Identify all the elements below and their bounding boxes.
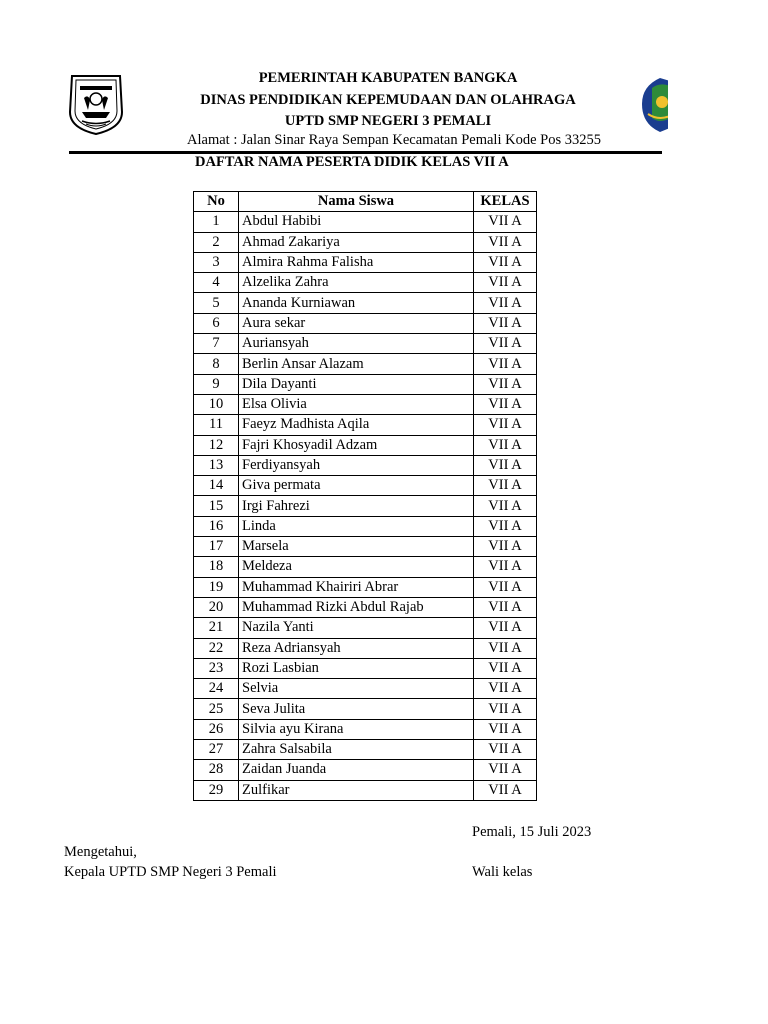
row-number: 28 <box>194 760 239 780</box>
row-number: 11 <box>194 415 239 435</box>
student-class: VII A <box>474 455 537 475</box>
table-row <box>194 679 537 699</box>
homeroom-teacher-title: Wali kelas <box>472 864 533 880</box>
row-number: 8 <box>194 354 239 374</box>
student-name: Dila Dayanti <box>239 374 474 394</box>
row-number: 19 <box>194 577 239 597</box>
table-row <box>194 293 537 313</box>
student-name: Muhammad Khairiri Abrar <box>239 577 474 597</box>
table-row <box>194 557 537 577</box>
table-row <box>194 212 537 232</box>
row-number: 14 <box>194 476 239 496</box>
row-number: 17 <box>194 537 239 557</box>
student-name: Zahra Salsabila <box>239 740 474 760</box>
student-class: VII A <box>474 679 537 699</box>
student-name: Elsa Olivia <box>239 394 474 414</box>
student-class: VII A <box>474 496 537 516</box>
student-name: Berlin Ansar Alazam <box>239 354 474 374</box>
school-emblem-icon <box>640 74 668 134</box>
student-name: Ahmad Zakariya <box>239 232 474 252</box>
row-number: 16 <box>194 516 239 536</box>
table-row <box>194 455 537 475</box>
student-name: Aura sekar <box>239 313 474 333</box>
row-number: 22 <box>194 638 239 658</box>
row-number: 6 <box>194 313 239 333</box>
row-number: 5 <box>194 293 239 313</box>
table-header-row <box>194 192 537 212</box>
column-header-no: No <box>194 192 239 212</box>
table-row <box>194 496 537 516</box>
table-row <box>194 780 537 800</box>
place-date: Pemali, 15 Juli 2023 <box>472 824 592 840</box>
student-name: Reza Adriansyah <box>239 638 474 658</box>
table-row <box>194 476 537 496</box>
acknowledged-label: Mengetahui, <box>64 844 137 860</box>
regency-emblem-icon <box>66 72 126 136</box>
row-number: 21 <box>194 618 239 638</box>
row-number: 25 <box>194 699 239 719</box>
student-class: VII A <box>474 516 537 536</box>
row-number: 9 <box>194 374 239 394</box>
student-name: Zulfikar <box>239 780 474 800</box>
header-address: Alamat : Jalan Sinar Raya Sempan Kecamatan Pemali Kode Pos 33255 <box>187 132 601 148</box>
student-name: Giva permata <box>239 476 474 496</box>
header-government: PEMERINTAH KABUPATEN BANGKA <box>258 70 518 86</box>
student-name: Almira Rahma Falisha <box>239 252 474 272</box>
row-number: 7 <box>194 334 239 354</box>
row-number: 18 <box>194 557 239 577</box>
student-name: Selvia <box>239 679 474 699</box>
student-name: Rozi Lasbian <box>239 658 474 678</box>
table-row <box>194 577 537 597</box>
header-department: DINAS PENDIDIKAN KEPEMUDAAN DAN OLAHRAGA <box>200 92 576 108</box>
row-number: 12 <box>194 435 239 455</box>
table-row <box>194 334 537 354</box>
student-class: VII A <box>474 232 537 252</box>
table-row <box>194 658 537 678</box>
student-name: Zaidan Juanda <box>239 760 474 780</box>
student-class: VII A <box>474 719 537 739</box>
student-class: VII A <box>474 618 537 638</box>
table-row <box>194 415 537 435</box>
student-class: VII A <box>474 313 537 333</box>
student-name: Linda <box>239 516 474 536</box>
student-name: Ananda Kurniawan <box>239 293 474 313</box>
student-name: Faeyz Madhista Aqila <box>239 415 474 435</box>
student-class: VII A <box>474 354 537 374</box>
student-name: Abdul Habibi <box>239 212 474 232</box>
student-name: Silvia ayu Kirana <box>239 719 474 739</box>
table-row <box>194 638 537 658</box>
student-name: Ferdiyansyah <box>239 455 474 475</box>
student-table <box>193 191 537 801</box>
student-name: Alzelika Zahra <box>239 273 474 293</box>
student-class: VII A <box>474 658 537 678</box>
student-class: VII A <box>474 699 537 719</box>
row-number: 24 <box>194 679 239 699</box>
student-class: VII A <box>474 780 537 800</box>
student-class: VII A <box>474 252 537 272</box>
table-row <box>194 719 537 739</box>
table-row <box>194 273 537 293</box>
student-class: VII A <box>474 577 537 597</box>
student-class: VII A <box>474 740 537 760</box>
table-body <box>194 212 537 801</box>
row-number: 15 <box>194 496 239 516</box>
table-row <box>194 374 537 394</box>
table-row <box>194 699 537 719</box>
table-row <box>194 313 537 333</box>
table-row <box>194 597 537 617</box>
student-class: VII A <box>474 334 537 354</box>
table-row <box>194 435 537 455</box>
student-name: Irgi Fahrezi <box>239 496 474 516</box>
table-row <box>194 394 537 414</box>
student-class: VII A <box>474 394 537 414</box>
student-name: Meldeza <box>239 557 474 577</box>
table-row <box>194 618 537 638</box>
row-number: 27 <box>194 740 239 760</box>
student-name: Auriansyah <box>239 334 474 354</box>
table-row <box>194 740 537 760</box>
row-number: 29 <box>194 780 239 800</box>
student-class: VII A <box>474 212 537 232</box>
table-row <box>194 252 537 272</box>
header-school: UPTD SMP NEGERI 3 PEMALI <box>284 113 492 129</box>
student-class: VII A <box>474 435 537 455</box>
student-class: VII A <box>474 293 537 313</box>
row-number: 1 <box>194 212 239 232</box>
document-title: DAFTAR NAMA PESERTA DIDIK KELAS VII A <box>195 154 509 170</box>
row-number: 26 <box>194 719 239 739</box>
student-class: VII A <box>474 638 537 658</box>
student-class: VII A <box>474 760 537 780</box>
table-row <box>194 760 537 780</box>
table-row <box>194 537 537 557</box>
student-class: VII A <box>474 415 537 435</box>
student-class: VII A <box>474 374 537 394</box>
principal-title: Kepala UPTD SMP Negeri 3 Pemali <box>64 864 277 880</box>
student-name: Muhammad Rizki Abdul Rajab <box>239 597 474 617</box>
row-number: 13 <box>194 455 239 475</box>
row-number: 2 <box>194 232 239 252</box>
row-number: 20 <box>194 597 239 617</box>
row-number: 4 <box>194 273 239 293</box>
column-header-name: Nama Siswa <box>239 192 474 212</box>
row-number: 23 <box>194 658 239 678</box>
table-row <box>194 516 537 536</box>
row-number: 10 <box>194 394 239 414</box>
student-name: Marsela <box>239 537 474 557</box>
table-row <box>194 232 537 252</box>
student-class: VII A <box>474 537 537 557</box>
table-row <box>194 354 537 374</box>
student-name: Seva Julita <box>239 699 474 719</box>
column-header-class: KELAS <box>474 192 537 212</box>
student-class: VII A <box>474 476 537 496</box>
student-name: Fajri Khosyadil Adzam <box>239 435 474 455</box>
student-class: VII A <box>474 557 537 577</box>
student-class: VII A <box>474 273 537 293</box>
student-name: Nazila Yanti <box>239 618 474 638</box>
row-number: 3 <box>194 252 239 272</box>
student-class: VII A <box>474 597 537 617</box>
